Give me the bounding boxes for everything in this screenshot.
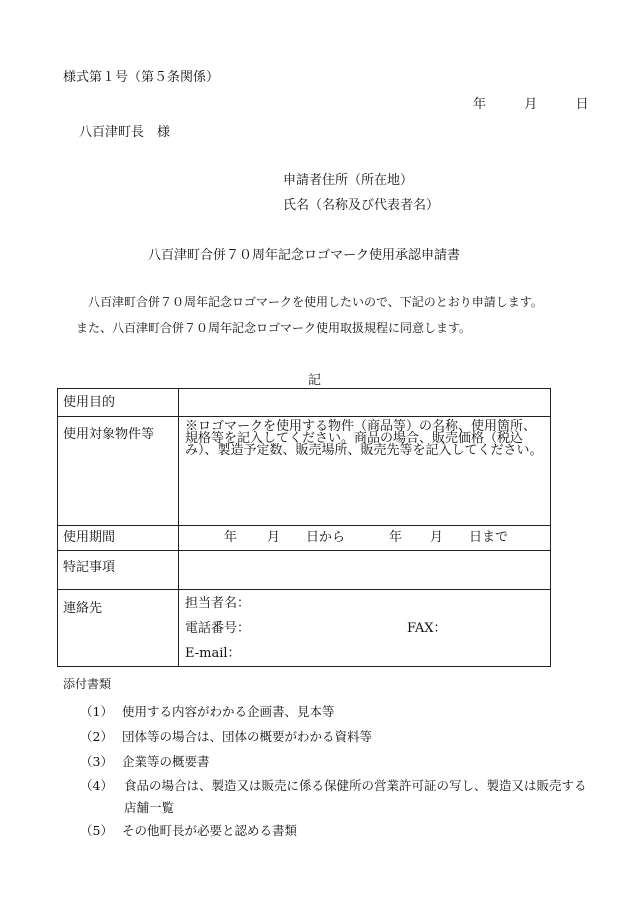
- contact-email-line[interactable]: [185, 641, 550, 666]
- period-to: 日まで: [469, 530, 509, 545]
- remarks-field[interactable]: [179, 551, 551, 590]
- items-field[interactable]: [179, 417, 551, 526]
- application-table: [57, 388, 551, 667]
- form-number: 様式第１号（第５条関係）: [63, 70, 220, 85]
- items-label: 使用対象物件等: [58, 417, 179, 526]
- period-year-1: 年: [224, 530, 238, 545]
- period-year-2: 年: [389, 530, 403, 545]
- contact-phone-label: 電話番号：: [185, 621, 251, 636]
- period-label: 使用期間: [58, 526, 179, 551]
- items-note: ※ロゴマークを使用する物件（商品等）の名称、使用箇所、規格等を記入してください。商品の場合、販売価格（税込み）、製造予定数、販売場所、販売先等を記入してください。: [185, 419, 543, 458]
- contact-phone-line[interactable]: [185, 616, 550, 641]
- contact-field: [179, 590, 551, 667]
- attachment-text: 企業等の概要書: [122, 754, 210, 769]
- document-title: 八百津町合併７０周年記念ロゴマーク使用承認申請書: [148, 248, 461, 263]
- period-field[interactable]: [179, 526, 551, 551]
- period-month-2: 月: [430, 530, 444, 545]
- period-month-1: 月: [267, 530, 281, 545]
- remarks-label: 特記事項: [58, 551, 179, 590]
- attachment-text: その他町長が必要と認める書類: [122, 823, 298, 838]
- date-month: 月: [524, 97, 538, 112]
- remarks-row: [58, 551, 551, 590]
- applicant-name-label: 氏名（名称及び代表者名）: [283, 198, 440, 213]
- purpose-field[interactable]: [179, 389, 551, 417]
- attachment-text: 団体等の場合は、団体の概要がわかる資料等: [122, 729, 373, 744]
- period-row: [58, 526, 551, 551]
- body-line-2: また、八百津町合併７０周年記念ロゴマーク使用取扱規程に同意します。: [76, 321, 472, 335]
- ki-heading: 記: [308, 373, 322, 388]
- date-row: [473, 93, 589, 112]
- attachment-text: 食品の場合は、製造又は販売に係る保健所の営業許可証の写し、製造又は販売する: [124, 778, 587, 793]
- attachment-num: （1）: [80, 704, 113, 719]
- contact-person-label: 担当者名：: [185, 596, 251, 611]
- attachment-num: （4）: [80, 778, 113, 793]
- contact-email-label: E-mail：: [185, 646, 241, 661]
- purpose-row: [58, 389, 551, 417]
- applicant-address-label: 申請者住所（所在地）: [283, 173, 414, 188]
- attachment-text: 使用する内容がわかる企画書、見本等: [122, 704, 335, 719]
- addressee: 八百津町長 様: [79, 125, 171, 140]
- contact-label: 連絡先: [58, 590, 179, 667]
- attachment-num: （3）: [80, 754, 113, 769]
- date-day: 日: [575, 97, 589, 112]
- contact-person-line[interactable]: [185, 591, 550, 616]
- attachment-num: （5）: [80, 823, 113, 838]
- body-line-1: 八百津町合併７０周年記念ロゴマークを使用したいので、下記のとおり申請します。: [88, 295, 543, 309]
- contact-fax-label: FAX：: [407, 621, 447, 636]
- attachment-text-line2: 店舗一覧: [124, 800, 175, 815]
- attachment-num: （2）: [80, 729, 113, 744]
- contact-row: [58, 590, 551, 667]
- items-row: [58, 417, 551, 526]
- period-from: 日から: [306, 530, 346, 545]
- purpose-label: 使用目的: [58, 389, 179, 417]
- attachments-heading: 添付書類: [63, 677, 112, 691]
- date-year: 年: [473, 97, 487, 112]
